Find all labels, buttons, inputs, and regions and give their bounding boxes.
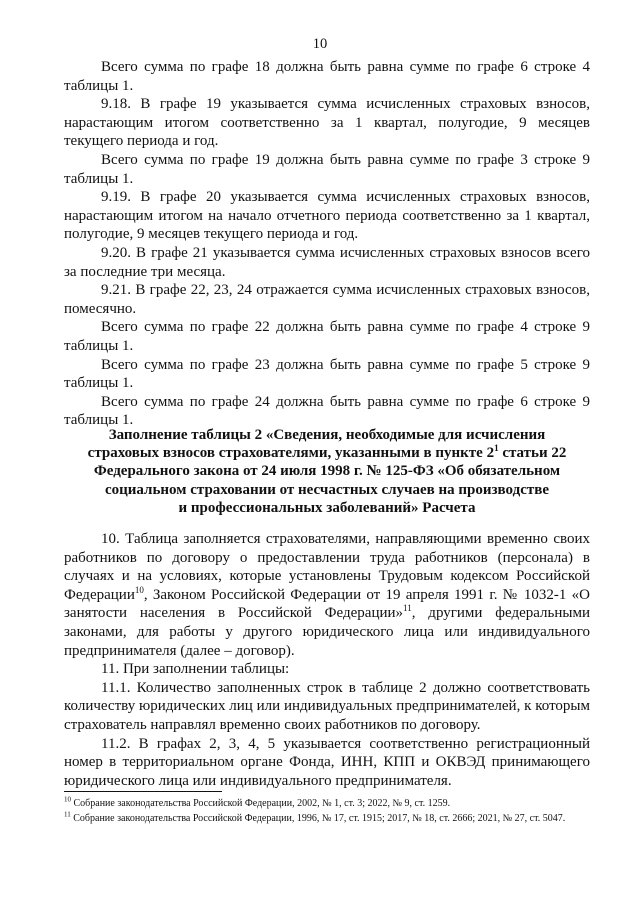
heading-line: и профессиональных заболеваний» Расчета (178, 499, 476, 516)
paragraph (64, 530, 590, 660)
paragraph: Всего сумма по графе 19 должна быть равна сумме по графе 3 строке 9 таблицы 1. (64, 151, 590, 187)
superscript: 1 (494, 443, 499, 454)
heading-text: страховых взносов страхователями, указанными в пункте 2 (87, 445, 495, 462)
section-heading (64, 426, 590, 517)
footnote-mark: 10 (64, 795, 71, 804)
heading-line: социальном страховании от несчастных случаев на производстве (104, 481, 549, 498)
heading-line: Заполнение таблицы 2 «Сведения, необходимые для исчисления (108, 427, 546, 443)
paragraph-text: 10. Таблица заполняется страхователями, направляющими временно своих работников по договору о предоставлении труда работников (персонала) в случаях и на условиях, которые установлены Трудовым кодексом Российской Федерации (64, 531, 590, 603)
footnote-mark: 11 (64, 810, 71, 819)
body-text-top (64, 58, 590, 430)
paragraph-text: , другими федеральными законами, для работы у другого юридического лица или индивидуального предпринимателя (далее – договор). (64, 605, 591, 659)
page-number: 10 (312, 36, 328, 52)
paragraph-text: , Законом Российской Федерации от 19 апреля 1991 г. № 1032-1 «О занятости населения в Российской Федерации» (64, 586, 590, 622)
paragraph: 11. При заполнении таблицы: (101, 661, 290, 678)
body-text-section (64, 530, 590, 790)
footnote (64, 797, 592, 810)
footnote-text: Собрание законодательства Российской Федерации, 2002, № 1, ст. 3; 2022, № 9, ст. 1259. (71, 798, 451, 809)
footnote-ref: 10 (134, 584, 144, 595)
paragraph: 9.20. В графе 21 указывается сумма исчисленных страховых взносов всего за последние три месяца. (64, 244, 590, 280)
footnote-text: Собрание законодательства Российской Федерации, 1996, № 17, ст. 1915; 2017, № 18, ст. 2666; 2021, № 27, ст. 5047. (70, 813, 566, 824)
paragraph: 11.1. Количество заполненных строк в таблице 2 должно соответствовать количеству юридических лиц или индивидуальных предпринимателей, к которым страхователь направлял временно своих работников по договору. (64, 679, 590, 733)
paragraph: Всего сумма по графе 24 должна быть равна сумме по графе 6 строке 9 таблицы 1. (64, 393, 590, 429)
footnote-ref: 11 (403, 603, 412, 614)
heading-text: статьи 22 (498, 445, 567, 462)
paragraph: 11.2. В графах 2, 3, 4, 5 указывается соответственно регистрационный номер в территориальном органе Фонда, ИНН, КПП и ОКВЭД принимающего юридического лица или индивидуального предпринимателя. (64, 735, 590, 789)
paragraph: Всего сумма по графе 18 должна быть равна сумме по графе 6 строке 4 таблицы 1. (64, 59, 590, 94)
heading-line: Федерального закона от 24 июля 1998 г. № 125-ФЗ «Об обязательном (93, 463, 561, 480)
paragraph: 9.21. В графе 22, 23, 24 отражается сумма исчисленных страховых взносов, помесячно. (64, 282, 590, 317)
footnotes (64, 797, 592, 827)
paragraph: 9.18. В графе 19 указывается сумма исчисленных страховых взносов, нарастающим итогом соответственно за 1 квартал, полугодие, 9 месяцев текущего периода и год. (64, 96, 590, 150)
footnote (64, 812, 592, 825)
footnote-divider (64, 791, 222, 792)
paragraph: Всего сумма по графе 22 должна быть равна сумме по графе 4 строке 9 таблицы 1. (64, 319, 590, 354)
heading-line (64, 444, 590, 462)
paragraph: 9.19. В графе 20 указывается сумма исчисленных страховых взносов, нарастающим итогом на начало отчетного периода соответственно за 1 квартал, полугодие, 9 месяцев текущего периода и год. (64, 189, 590, 243)
paragraph: Всего сумма по графе 23 должна быть равна сумме по графе 5 строке 9 таблицы 1. (64, 356, 590, 392)
